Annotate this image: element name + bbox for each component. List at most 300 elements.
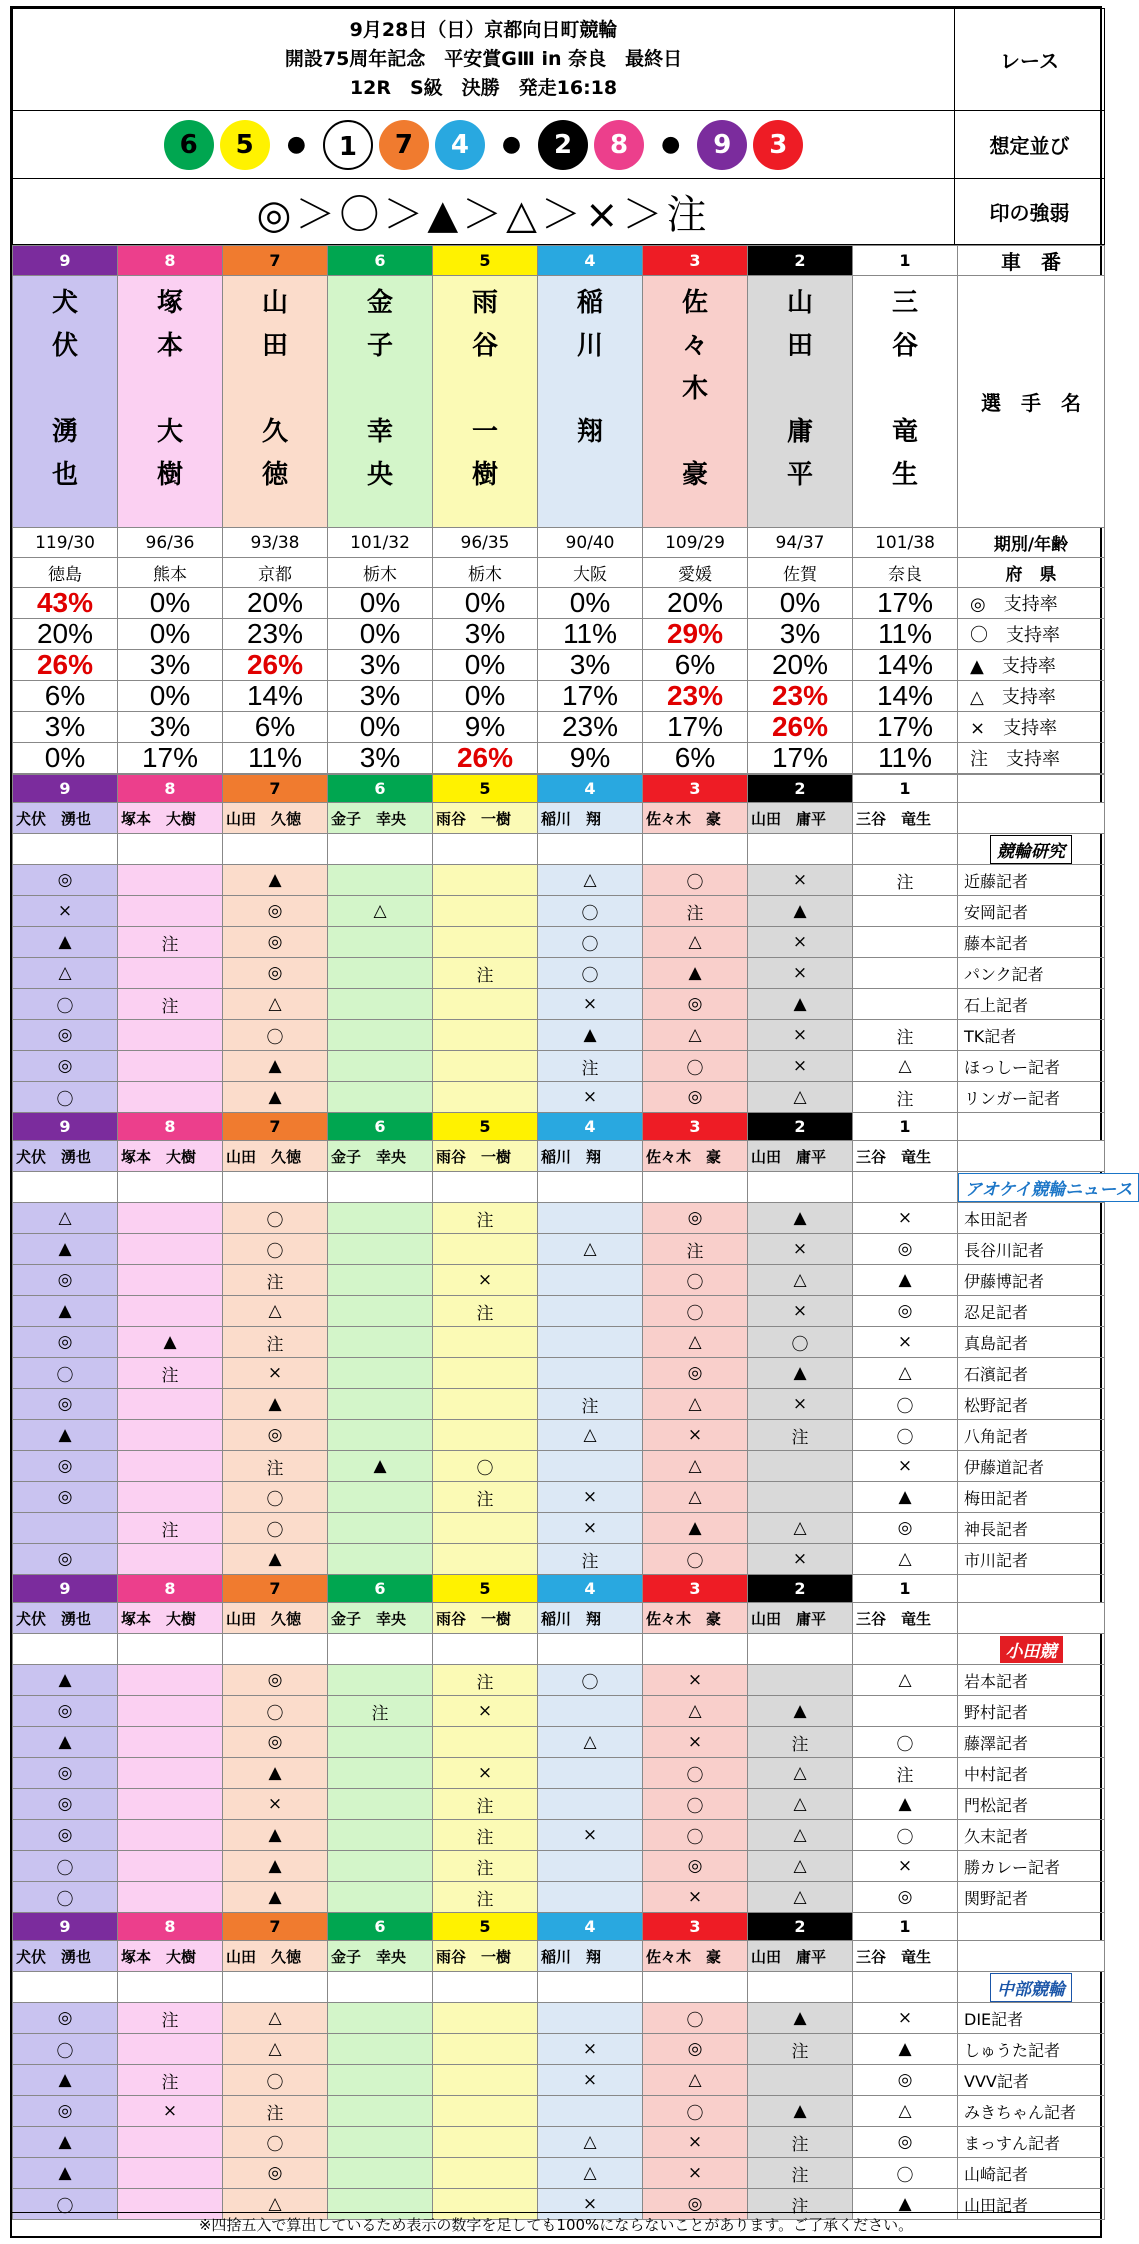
writer-name: 中村記者: [958, 1758, 1105, 1789]
rider-pref-2: 佐賀: [748, 558, 853, 588]
writer-mark: 注: [433, 1296, 538, 1327]
rider-record-8: 96/36: [118, 528, 223, 558]
writer-mark: [328, 1882, 433, 1913]
writer-mark: ◎: [643, 1851, 748, 1882]
header-table: [12, 8, 1105, 245]
writer-mark: △: [853, 1051, 958, 1082]
writer-mark: ×: [748, 1234, 853, 1265]
writer-mark: 注: [433, 1851, 538, 1882]
support-pct-9: 26%: [13, 650, 118, 681]
writer-mark: ◎: [13, 1758, 118, 1789]
writer-mark: [853, 927, 958, 958]
support-pct-3: 23%: [643, 681, 748, 712]
group-car-number: 3: [643, 1113, 748, 1141]
writer-mark: ▲: [13, 1727, 118, 1758]
writer-mark: △: [748, 1789, 853, 1820]
lineup-ball-7: 7: [379, 120, 429, 170]
support-pct-9: 6%: [13, 681, 118, 712]
writer-mark: ×: [748, 1296, 853, 1327]
writer-mark: 〇: [223, 1234, 328, 1265]
lineup-ball-6: 6: [164, 120, 214, 170]
support-pct-7: 6%: [223, 712, 328, 743]
writer-mark: 〇: [538, 927, 643, 958]
writer-mark: [118, 1203, 223, 1234]
car-number-label: 車 番: [958, 246, 1105, 276]
writer-mark: [328, 1389, 433, 1420]
race-number: 12R S級 決勝 発走16:18: [349, 77, 618, 99]
group-car-number: 2: [748, 1913, 853, 1941]
group-car-number: 5: [433, 1913, 538, 1941]
writer-mark: [118, 1296, 223, 1327]
writer-mark: ▲: [118, 1327, 223, 1358]
writer-name: 野村記者: [958, 1696, 1105, 1727]
writer-mark: ▲: [748, 2096, 853, 2127]
group-car-number: 3: [643, 1575, 748, 1603]
writer-mark: ▲: [748, 989, 853, 1020]
writer-mark: ▲: [223, 1820, 328, 1851]
rider-name-char: 塚: [156, 288, 183, 318]
group-rider-name: 金子 幸央: [328, 1141, 433, 1172]
group-car-number: 4: [538, 775, 643, 803]
support-pct-4: 23%: [538, 712, 643, 743]
writer-mark: [118, 2127, 223, 2158]
writer-mark: [13, 1513, 118, 1544]
car-number-2: 2: [748, 246, 853, 276]
writer-mark: ▲: [853, 1789, 958, 1820]
group-car-number: 4: [538, 1113, 643, 1141]
writer-mark: ×: [748, 958, 853, 989]
rider-name-char: 田: [261, 331, 288, 361]
support-pct-4: 11%: [538, 619, 643, 650]
writer-mark: ◎: [853, 1296, 958, 1327]
support-pct-1: 11%: [853, 619, 958, 650]
writer-mark: ◎: [643, 2034, 748, 2065]
writer-mark: ◎: [223, 2158, 328, 2189]
rider-name-char: 竜: [891, 417, 918, 447]
writer-mark: 注: [538, 1051, 643, 1082]
writer-mark: [538, 1758, 643, 1789]
race-event: 開設75周年記念 平安賞GⅢ in 奈良 最終日: [284, 48, 683, 70]
rider-name-char: [643, 411, 747, 454]
group-rider-name: 犬伏 湧也: [13, 1603, 118, 1634]
writer-mark: [328, 2127, 433, 2158]
writer-mark: [538, 1203, 643, 1234]
writer-mark: ×: [853, 2003, 958, 2034]
writer-mark: ◎: [643, 1082, 748, 1113]
writer-mark: ◎: [643, 1358, 748, 1389]
writer-mark: △: [748, 1820, 853, 1851]
rider-name-char: 三: [891, 288, 918, 318]
writer-name: 長谷川記者: [958, 1234, 1105, 1265]
writer-mark: [538, 1696, 643, 1727]
rider-name-7: [223, 276, 328, 528]
writer-mark: [328, 1727, 433, 1758]
group-car-number: 8: [118, 1575, 223, 1603]
writer-mark: [433, 989, 538, 1020]
rider-pref-1: 奈良: [853, 558, 958, 588]
writer-mark: ×: [748, 1051, 853, 1082]
lineup-balls: [13, 111, 955, 179]
rider-name-char: [853, 368, 957, 411]
writer-mark: △: [748, 1851, 853, 1882]
writer-mark: △: [538, 1420, 643, 1451]
writer-mark: ◎: [13, 1482, 118, 1513]
rider-name-4: [538, 276, 643, 528]
writer-name: まっすん記者: [958, 2127, 1105, 2158]
support-pct-6: 3%: [328, 681, 433, 712]
group-rider-name: 犬伏 湧也: [13, 1141, 118, 1172]
writer-mark: [328, 1544, 433, 1575]
source-logo: アオケイ競輪ニュース: [958, 1173, 1139, 1202]
support-pct-9: 43%: [13, 588, 118, 619]
group-car-number: 9: [13, 775, 118, 803]
lineup-ball-5: 5: [220, 120, 270, 170]
writer-mark: ×: [643, 1882, 748, 1913]
writer-mark: 〇: [13, 1882, 118, 1913]
writer-mark: △: [538, 1727, 643, 1758]
writer-name: 勝カレー記者: [958, 1851, 1105, 1882]
support-pct-1: 11%: [853, 743, 958, 774]
support-pct-9: 0%: [13, 743, 118, 774]
group-rider-name: 塚本 大樹: [118, 1941, 223, 1972]
rider-name-char: [223, 368, 327, 411]
group-car-number: 6: [328, 775, 433, 803]
support-pct-3: 6%: [643, 743, 748, 774]
group-car-number: 6: [328, 1913, 433, 1941]
writer-mark: ◎: [223, 1420, 328, 1451]
group-car-number: 5: [433, 775, 538, 803]
writer-name: 藤本記者: [958, 927, 1105, 958]
writer-mark: [328, 1327, 433, 1358]
writer-mark: [328, 1265, 433, 1296]
writer-mark: ▲: [748, 1203, 853, 1234]
writer-mark: [853, 989, 958, 1020]
support-pct-7: 11%: [223, 743, 328, 774]
writer-mark: ×: [538, 1082, 643, 1113]
writer-mark: [433, 1358, 538, 1389]
writer-mark: [433, 1234, 538, 1265]
writer-mark: ◎: [13, 1020, 118, 1051]
writer-mark: [328, 1758, 433, 1789]
group-rider-name: 山田 久徳: [223, 1603, 328, 1634]
writer-mark: ▲: [748, 1358, 853, 1389]
support-pct-4: 0%: [538, 588, 643, 619]
writer-mark: 〇: [13, 1851, 118, 1882]
writer-mark: ▲: [643, 1513, 748, 1544]
writer-mark: 注: [433, 958, 538, 989]
writer-mark: △: [643, 1020, 748, 1051]
writer-name: 松野記者: [958, 1389, 1105, 1420]
writer-mark: [433, 2158, 538, 2189]
rider-name-char: 一: [471, 417, 498, 447]
writer-mark: 〇: [643, 1265, 748, 1296]
writer-mark: ▲: [223, 1758, 328, 1789]
rider-name-1: [853, 276, 958, 528]
writer-name: 伊藤道記者: [958, 1451, 1105, 1482]
writer-mark: ◎: [13, 2003, 118, 2034]
writer-mark: 〇: [853, 2158, 958, 2189]
group-rider-name: 雨谷 一樹: [433, 803, 538, 834]
writer-mark: [538, 1265, 643, 1296]
writer-mark: [328, 1203, 433, 1234]
writer-mark: ▲: [748, 2003, 853, 2034]
writer-mark: [433, 1327, 538, 1358]
group-rider-name: 雨谷 一樹: [433, 1141, 538, 1172]
group-rider-name: 三谷 竜生: [853, 803, 958, 834]
rider-name-char: 谷: [471, 331, 498, 361]
writer-mark: 〇: [223, 1203, 328, 1234]
writer-mark: [538, 2003, 643, 2034]
writer-mark: [118, 1882, 223, 1913]
writer-name: 近藤記者: [958, 865, 1105, 896]
writer-mark: [433, 2003, 538, 2034]
writer-mark: ◎: [643, 2189, 748, 2220]
lineup-ball-2: 2: [538, 120, 588, 170]
group-rider-name: 金子 幸央: [328, 1603, 433, 1634]
rider-name-char: [433, 368, 537, 411]
writer-mark: △: [538, 2127, 643, 2158]
writer-name: DIE記者: [958, 2003, 1105, 2034]
rider-record-6: 101/32: [328, 528, 433, 558]
writer-name: 関野記者: [958, 1882, 1105, 1913]
writer-mark: [748, 1482, 853, 1513]
writer-mark: ◎: [223, 1727, 328, 1758]
support-pct-2: 20%: [748, 650, 853, 681]
writer-name: 真島記者: [958, 1327, 1105, 1358]
group-car-number: 3: [643, 775, 748, 803]
writer-name: 山崎記者: [958, 2158, 1105, 2189]
writer-mark: ×: [853, 1327, 958, 1358]
rider-pref-5: 栃木: [433, 558, 538, 588]
writer-mark: △: [853, 1358, 958, 1389]
car-number-7: 7: [223, 246, 328, 276]
writer-mark: ◎: [643, 989, 748, 1020]
pref-label: 府 県: [958, 558, 1105, 588]
rider-record-2: 94/37: [748, 528, 853, 558]
group-rider-name: 稲川 翔: [538, 803, 643, 834]
writer-mark: [328, 1820, 433, 1851]
writer-mark: 注: [118, 1513, 223, 1544]
writer-mark: ×: [223, 1358, 328, 1389]
group-rider-name: 佐々木 豪: [643, 1141, 748, 1172]
group-car-number: 7: [223, 1913, 328, 1941]
rider-name-char: [538, 454, 642, 497]
car-number-1: 1: [853, 246, 958, 276]
writer-mark: [328, 1051, 433, 1082]
prediction-sheet: [10, 6, 1133, 2238]
writer-mark: [538, 2096, 643, 2127]
writer-mark: [328, 1851, 433, 1882]
group-rider-name: 稲川 翔: [538, 1603, 643, 1634]
writer-mark: [118, 865, 223, 896]
writer-mark: 〇: [853, 1820, 958, 1851]
writer-mark: [118, 1544, 223, 1575]
writer-mark: [118, 2034, 223, 2065]
writer-mark: [118, 1789, 223, 1820]
rider-name-2: [748, 276, 853, 528]
writer-mark: △: [853, 1665, 958, 1696]
writer-mark: △: [748, 1265, 853, 1296]
writer-mark: [118, 1051, 223, 1082]
writer-mark: [433, 896, 538, 927]
writer-mark: 注: [433, 1882, 538, 1913]
writer-mark: ◎: [13, 1265, 118, 1296]
support-pct-8: 17%: [118, 743, 223, 774]
writer-name: 安岡記者: [958, 896, 1105, 927]
writer-mark: [118, 1082, 223, 1113]
rider-name-char: 平: [786, 460, 813, 490]
writer-mark: ◎: [13, 1820, 118, 1851]
writer-mark: ▲: [223, 1851, 328, 1882]
group-rider-name: 山田 庸平: [748, 803, 853, 834]
rider-pref-8: 熊本: [118, 558, 223, 588]
support-label: △ 支持率: [958, 681, 1105, 712]
writer-mark: △: [853, 2096, 958, 2127]
rider-name-8: [118, 276, 223, 528]
writer-mark: 〇: [223, 1513, 328, 1544]
support-label: × 支持率: [958, 712, 1105, 743]
writer-mark: ◎: [853, 2127, 958, 2158]
writer-mark: [118, 1696, 223, 1727]
rider-pref-6: 栃木: [328, 558, 433, 588]
writer-mark: △: [643, 1327, 748, 1358]
writer-mark: 注: [643, 896, 748, 927]
writer-mark: △: [748, 1082, 853, 1113]
writer-mark: [433, 2034, 538, 2065]
writer-mark: 注: [223, 1327, 328, 1358]
support-pct-1: 17%: [853, 712, 958, 743]
writer-mark: ×: [748, 865, 853, 896]
writer-mark: ×: [538, 1820, 643, 1851]
writer-mark: △: [643, 1482, 748, 1513]
lineup-separator: ●: [501, 132, 522, 157]
writer-mark: [328, 1665, 433, 1696]
writer-mark: ▲: [13, 2158, 118, 2189]
writer-mark: 注: [748, 2034, 853, 2065]
group-car-number: 5: [433, 1575, 538, 1603]
rider-pref-9: 徳島: [13, 558, 118, 588]
writer-mark: ×: [538, 2065, 643, 2096]
group-rider-name: 佐々木 豪: [643, 803, 748, 834]
writer-mark: [118, 1758, 223, 1789]
writer-mark: [748, 1451, 853, 1482]
record-label: 期別/年齢: [958, 528, 1105, 558]
writer-mark: ×: [538, 1482, 643, 1513]
group-rider-name: 金子 幸央: [328, 803, 433, 834]
writer-mark: [433, 2096, 538, 2127]
writer-mark: ▲: [13, 2065, 118, 2096]
writer-mark: 〇: [538, 1665, 643, 1696]
writer-mark: 〇: [433, 1451, 538, 1482]
writer-mark: 〇: [643, 1296, 748, 1327]
writer-mark: △: [643, 1696, 748, 1727]
writer-mark: 〇: [643, 1051, 748, 1082]
writer-mark: 注: [853, 1758, 958, 1789]
writer-name: 市川記者: [958, 1544, 1105, 1575]
writer-mark: ×: [13, 896, 118, 927]
writer-mark: [433, 1020, 538, 1051]
writer-name: 神長記者: [958, 1513, 1105, 1544]
support-label: 注 支持率: [958, 743, 1105, 774]
writer-name: 石上記者: [958, 989, 1105, 1020]
rider-name-char: [748, 368, 852, 411]
writer-mark: ◎: [223, 927, 328, 958]
support-pct-5: 9%: [433, 712, 538, 743]
writer-mark: 〇: [643, 2003, 748, 2034]
car-number-6: 6: [328, 246, 433, 276]
writer-mark: [328, 1082, 433, 1113]
group-car-number: 1: [853, 1913, 958, 1941]
group-car-number: 3: [643, 1913, 748, 1941]
writer-mark: [538, 1327, 643, 1358]
group-rider-name: 山田 庸平: [748, 1141, 853, 1172]
writer-mark: △: [223, 2003, 328, 2034]
support-pct-8: 0%: [118, 588, 223, 619]
rider-name-label: 選 手 名: [958, 276, 1105, 528]
writer-mark: ▲: [643, 958, 748, 989]
writer-mark: 〇: [13, 1082, 118, 1113]
writer-mark: 注: [853, 1020, 958, 1051]
rider-name-char: 稲: [576, 288, 603, 318]
writer-mark: ▲: [13, 1665, 118, 1696]
writer-mark: [328, 927, 433, 958]
writer-mark: ×: [853, 1451, 958, 1482]
source-logo: 中部競輪: [990, 1973, 1072, 2002]
writer-mark: ×: [538, 1513, 643, 1544]
group-car-number: 1: [853, 1113, 958, 1141]
writer-mark: ▲: [223, 1544, 328, 1575]
writer-name: TK記者: [958, 1020, 1105, 1051]
group-rider-name: 犬伏 湧也: [13, 1941, 118, 1972]
writer-mark: ×: [748, 1544, 853, 1575]
writer-name: しゅうた記者: [958, 2034, 1105, 2065]
rider-name-char: [538, 368, 642, 411]
group-car-number: 8: [118, 1913, 223, 1941]
writer-mark: ▲: [853, 1265, 958, 1296]
writer-mark: ◎: [13, 1389, 118, 1420]
footnote: ※四捨五入で算出しているため表示の数字を足しても100%にならないことがあります。ご了承ください。: [12, 2212, 1100, 2236]
group-rider-name: 雨谷 一樹: [433, 1603, 538, 1634]
writer-mark: ▲: [13, 1420, 118, 1451]
group-car-number: 7: [223, 1113, 328, 1141]
writer-mark: ◎: [13, 2096, 118, 2127]
writer-mark: [118, 1389, 223, 1420]
rider-pref-7: 京都: [223, 558, 328, 588]
writer-mark: △: [223, 2189, 328, 2220]
group-car-number: 4: [538, 1913, 643, 1941]
lineup-separator: ●: [286, 132, 306, 157]
writer-mark: ▲: [223, 1082, 328, 1113]
writer-mark: ×: [643, 1420, 748, 1451]
support-pct-8: 3%: [118, 650, 223, 681]
writer-mark: 注: [223, 1265, 328, 1296]
support-pct-1: 14%: [853, 650, 958, 681]
support-pct-3: 29%: [643, 619, 748, 650]
support-pct-8: 0%: [118, 619, 223, 650]
support-pct-5: 0%: [433, 650, 538, 681]
marks-label: 印の強弱: [955, 179, 1105, 245]
rider-name-char: 谷: [891, 331, 918, 361]
group-rider-name: 塚本 大樹: [118, 1141, 223, 1172]
rider-name-6: [328, 276, 433, 528]
rider-name-char: [118, 368, 222, 411]
group-car-number: 7: [223, 1575, 328, 1603]
support-pct-7: 26%: [223, 650, 328, 681]
writer-mark: 注: [748, 1727, 853, 1758]
writer-mark: ◎: [223, 1665, 328, 1696]
writer-mark: [328, 1234, 433, 1265]
writer-mark: 注: [538, 1389, 643, 1420]
